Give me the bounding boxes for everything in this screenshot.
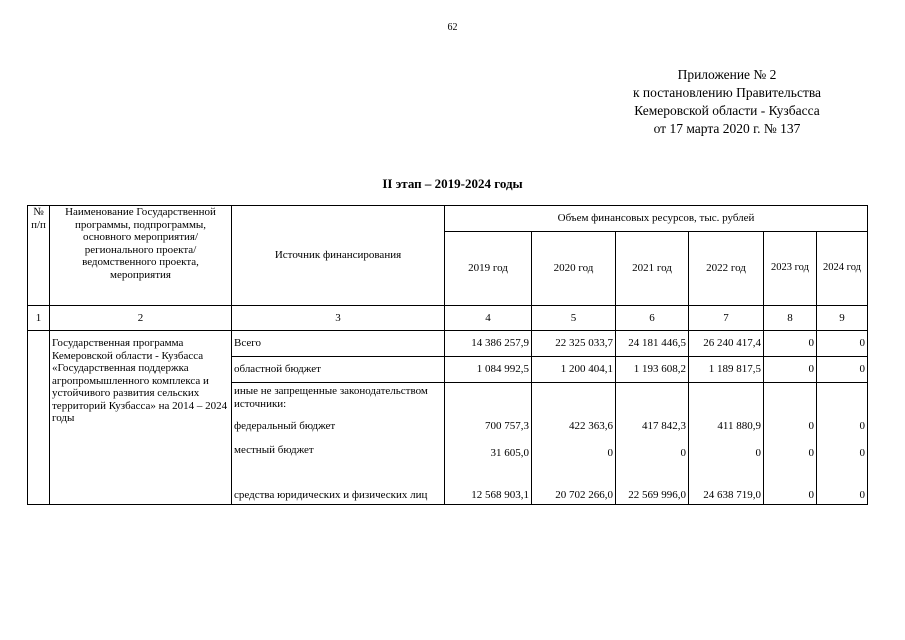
value-cell: 0 — [764, 331, 817, 357]
value-cell: 1 084 992,5 — [445, 357, 532, 383]
page-number: 62 — [447, 22, 458, 33]
appendix-block — [612, 66, 842, 138]
value-cell: 24 181 446,5 — [616, 331, 689, 357]
source-cell: местный бюджет — [232, 441, 445, 471]
value-cell: 1 189 817,5 — [689, 357, 764, 383]
value-cell — [817, 383, 868, 413]
header-year: 2019 год — [445, 232, 532, 306]
value-cell — [616, 383, 689, 413]
value-cell: 20 702 266,0 — [532, 471, 616, 505]
stage-title: II этап – 2019-2024 годы — [382, 176, 523, 191]
appendix-line-4: от 17 марта 2020 г. № 137 — [653, 121, 801, 136]
header-year: 2023 год — [764, 232, 817, 306]
column-number: 6 — [616, 306, 689, 331]
table-row — [28, 331, 868, 357]
value-cell — [445, 383, 532, 413]
value-cell: 22 325 033,7 — [532, 331, 616, 357]
header-source: Источник финансирования — [232, 206, 445, 306]
header-volume: Объем финансовых ресурсов, тыс. рублей — [445, 206, 868, 232]
program-name: Государственная программа Кемеровской области - Кузбасса «Государственная поддержка агропромышленного комплекса и устойчивого развития сельских территорий Кузбасса» на 2014 – 2024 годы — [50, 331, 232, 505]
value-cell: 700 757,3 — [445, 413, 532, 441]
source-cell: средства юридических и физических лиц — [232, 471, 445, 505]
source-cell: Всего — [232, 331, 445, 357]
column-number: 8 — [764, 306, 817, 331]
value-cell: 24 638 719,0 — [689, 471, 764, 505]
value-cell: 0 — [764, 471, 817, 505]
value-cell: 422 363,6 — [532, 413, 616, 441]
value-cell: 22 569 996,0 — [616, 471, 689, 505]
value-cell: 0 — [817, 471, 868, 505]
value-cell: 0 — [817, 441, 868, 471]
row-num-cell — [28, 331, 50, 505]
value-cell: 1 193 608,2 — [616, 357, 689, 383]
value-cell: 0 — [764, 441, 817, 471]
value-cell: 12 568 903,1 — [445, 471, 532, 505]
value-cell: 14 386 257,9 — [445, 331, 532, 357]
header-year: 2024 год — [817, 232, 868, 306]
header-num: № п/п — [28, 206, 50, 306]
value-cell: 0 — [817, 413, 868, 441]
column-number: 5 — [532, 306, 616, 331]
financing-table — [27, 205, 868, 505]
column-number: 2 — [50, 306, 232, 331]
source-cell: областной бюджет — [232, 357, 445, 383]
appendix-line-3: Кемеровской области - Кузбасса — [634, 103, 820, 118]
appendix-line-2: к постановлению Правительства — [632, 85, 822, 100]
source-cell: федеральный бюджет — [232, 413, 445, 441]
column-number: 1 — [28, 306, 50, 331]
value-cell: 0 — [764, 413, 817, 441]
value-cell: 26 240 417,4 — [689, 331, 764, 357]
value-cell — [764, 383, 817, 413]
value-cell: 0 — [817, 357, 868, 383]
header-year: 2020 год — [532, 232, 616, 306]
column-number: 3 — [232, 306, 445, 331]
header-name: Наименование Государственной программы, подпрограммы, основного мероприятия/регионального проекта/ведомственного проекта, мероприятия — [50, 206, 232, 306]
column-number: 9 — [817, 306, 868, 331]
column-number: 4 — [445, 306, 532, 331]
value-cell: 0 — [689, 441, 764, 471]
column-number: 7 — [689, 306, 764, 331]
source-cell: иные не запрещенные законодательством источники: — [232, 383, 445, 413]
appendix-line-1: Приложение № 2 — [677, 67, 777, 82]
header-year: 2021 год — [616, 232, 689, 306]
value-cell: 0 — [532, 441, 616, 471]
value-cell: 417 842,3 — [616, 413, 689, 441]
value-cell: 0 — [764, 357, 817, 383]
value-cell: 31 605,0 — [445, 441, 532, 471]
value-cell — [532, 383, 616, 413]
value-cell: 1 200 404,1 — [532, 357, 616, 383]
value-cell: 0 — [616, 441, 689, 471]
header-year: 2022 год — [689, 232, 764, 306]
value-cell: 0 — [817, 331, 868, 357]
value-cell — [689, 383, 764, 413]
value-cell: 411 880,9 — [689, 413, 764, 441]
